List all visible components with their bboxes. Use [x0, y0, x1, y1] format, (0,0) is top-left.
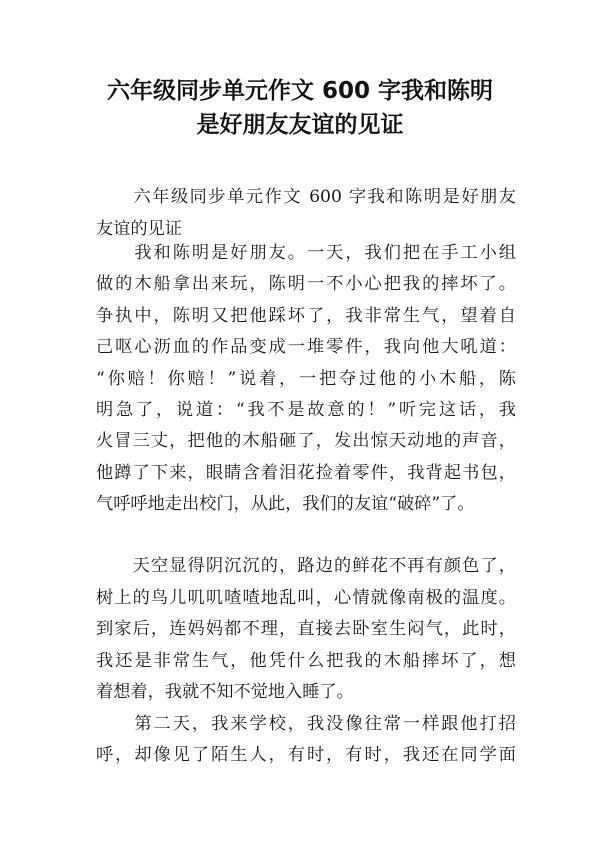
paragraph-line: 做的木船拿出来玩，陈明一不小心把我的摔坏了。 [96, 274, 516, 295]
paragraph-1 [96, 181, 516, 245]
paragraph-line: 火冒三丈，把他的木船砸了，发出惊天动地的声音， [96, 431, 516, 452]
paragraph-line: 己呕心沥血的作品变成一堆零件，我向他大吼道： [96, 337, 516, 358]
paragraph-line: 我和陈明是好朋友。一天，我们把在手工小组 [96, 243, 516, 263]
paragraph-line: 他蹲了下来，眼睛含着泪花捡着零件，我背起书包， [96, 462, 516, 483]
paragraph-2 [96, 238, 516, 521]
paragraph-line: 气呼呼地走出校门，从此，我们的友谊“破碎”了。 [96, 494, 475, 515]
document-title [0, 74, 600, 142]
paragraph-line: 天空显得阴沉沉的，路边的鲜花不再有颜色了， [96, 556, 516, 576]
paragraph-line: 呼，却像见了陌生人，有时，有时，我还在同学面 [96, 745, 516, 765]
title-line-2: 是好朋友友谊的见证 [196, 112, 404, 138]
paragraph-4 [96, 709, 516, 771]
paragraph-line: 明急了，说道：“我不是故意的！”听完这话，我 [96, 400, 516, 421]
paragraph-line: 六年级同步单元作文 600 字我和陈明是好朋友 [96, 187, 516, 207]
paragraph-line: “你赔！你赔！”说着，一把夺过他的小木船，陈 [96, 368, 516, 389]
title-line-1: 六年级同步单元作文 600 字我和陈明 [106, 78, 494, 104]
paragraph-line: 第二天，我来学校，我没像往常一样跟他打招 [96, 714, 516, 734]
paragraph-3 [96, 551, 516, 709]
paragraph-line: 我还是非常生气，他凭什么把我的木船摔坏了，想 [96, 650, 516, 671]
paragraph-line: 到家后，连妈妈都不理，直接去卧室生闷气，此时， [96, 619, 516, 640]
paragraph-line: 友谊的见证 [96, 219, 182, 239]
paragraph-line: 着想着，我就不知不觉地入睡了。 [96, 682, 354, 703]
paragraph-line: 争执中，陈明又把他踩坏了，我非常生气，望着自 [96, 305, 516, 326]
paragraph-line: 树上的鸟儿叽叽喳喳地乱叫，心情就像南极的温度。 [96, 587, 516, 608]
